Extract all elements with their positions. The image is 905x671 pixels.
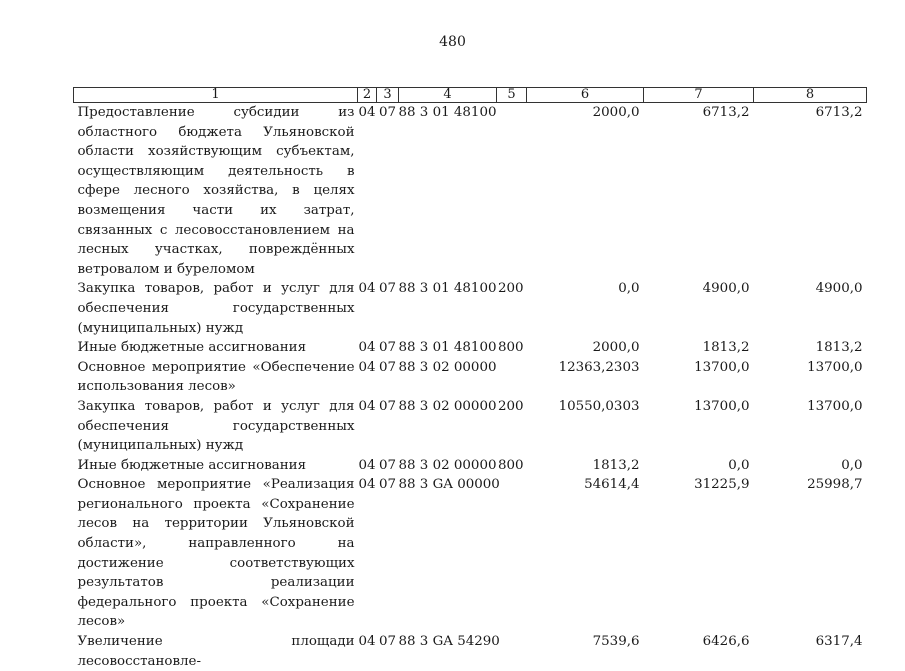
row-subsection-code: 07 bbox=[377, 632, 399, 671]
row-section-code: 04 bbox=[358, 456, 377, 476]
row-amount-col-6: 7539,6 bbox=[527, 632, 644, 671]
row-amount-col-8: 6317,4 bbox=[754, 632, 867, 671]
table-header-row bbox=[74, 88, 867, 103]
row-amount-col-8: 4900,0 bbox=[754, 279, 867, 338]
row-target-article: 88 3 02 00000 bbox=[399, 456, 497, 476]
row-target-article: 88 3 GA 00000 bbox=[399, 475, 497, 632]
row-amount-col-8: 0,0 bbox=[754, 456, 867, 476]
row-name: Иные бюджетные ассигнования bbox=[74, 338, 358, 358]
budget-table bbox=[73, 87, 867, 671]
row-expense-type bbox=[497, 358, 527, 397]
row-name: Основное мероприятие «Реализация регионального проекта «Сохранение лесов на территории Ульяновской области», направленного на достижение соответствующих результатов реализации федерального проекта «Сохранение лесов» bbox=[74, 475, 358, 632]
header-col-8: 8 bbox=[754, 88, 867, 103]
header-col-5: 5 bbox=[497, 88, 527, 103]
row-amount-col-8: 1813,2 bbox=[754, 338, 867, 358]
page-number: 480 bbox=[0, 34, 905, 50]
row-section-code: 04 bbox=[358, 632, 377, 671]
row-amount-col-7: 1813,2 bbox=[644, 338, 754, 358]
table-row bbox=[74, 279, 867, 338]
table-body bbox=[74, 103, 867, 671]
row-expense-type: 200 bbox=[497, 279, 527, 338]
row-amount-col-6: 54614,4 bbox=[527, 475, 644, 632]
row-subsection-code: 07 bbox=[377, 103, 399, 280]
row-section-code: 04 bbox=[358, 103, 377, 280]
row-amount-col-8: 13700,0 bbox=[754, 397, 867, 456]
row-amount-col-7: 13700,0 bbox=[644, 358, 754, 397]
row-section-code: 04 bbox=[358, 475, 377, 632]
table-row bbox=[74, 338, 867, 358]
table-row bbox=[74, 358, 867, 397]
table-row bbox=[74, 397, 867, 456]
row-amount-col-7: 0,0 bbox=[644, 456, 754, 476]
row-name: Основное мероприятие «Обеспечение использования лесов» bbox=[74, 358, 358, 397]
row-amount-col-6: 1813,2 bbox=[527, 456, 644, 476]
row-amount-col-7: 31225,9 bbox=[644, 475, 754, 632]
row-amount-col-8: 13700,0 bbox=[754, 358, 867, 397]
row-expense-type bbox=[497, 475, 527, 632]
row-amount-col-8: 6713,2 bbox=[754, 103, 867, 280]
row-name: Увеличение площади лесовосстановле- bbox=[74, 632, 358, 671]
row-section-code: 04 bbox=[358, 397, 377, 456]
row-amount-col-6: 0,0 bbox=[527, 279, 644, 338]
header-col-7: 7 bbox=[644, 88, 754, 103]
row-expense-type: 800 bbox=[497, 338, 527, 358]
row-subsection-code: 07 bbox=[377, 338, 399, 358]
row-name: Закупка товаров, работ и услуг для обеспечения государственных (муниципальных) нужд bbox=[74, 397, 358, 456]
row-subsection-code: 07 bbox=[377, 397, 399, 456]
header-col-4: 4 bbox=[399, 88, 497, 103]
row-name: Иные бюджетные ассигнования bbox=[74, 456, 358, 476]
row-expense-type: 200 bbox=[497, 397, 527, 456]
row-name: Закупка товаров, работ и услуг для обеспечения государственных (муниципальных) нужд bbox=[74, 279, 358, 338]
row-amount-col-6: 2000,0 bbox=[527, 338, 644, 358]
row-target-article: 88 3 01 48100 bbox=[399, 338, 497, 358]
row-section-code: 04 bbox=[358, 338, 377, 358]
row-amount-col-8: 25998,7 bbox=[754, 475, 867, 632]
row-target-article: 88 3 GA 54290 bbox=[399, 632, 497, 671]
header-col-6: 6 bbox=[527, 88, 644, 103]
row-name: Предоставление субсидии из областного бюджета Ульяновской области хозяйствующим субъектам, осуществляющим деятельность в сфере лесного хозяйства, в целях возмещения части их затрат, связанных с лесовосстановлением на лесных участках, повреждённых ветровалом и буреломом bbox=[74, 103, 358, 280]
table-row bbox=[74, 103, 867, 280]
table-row bbox=[74, 456, 867, 476]
row-target-article: 88 3 01 48100 bbox=[399, 279, 497, 338]
row-expense-type bbox=[497, 103, 527, 280]
row-amount-col-7: 6713,2 bbox=[644, 103, 754, 280]
row-amount-col-7: 6426,6 bbox=[644, 632, 754, 671]
row-subsection-code: 07 bbox=[377, 456, 399, 476]
row-expense-type: 800 bbox=[497, 456, 527, 476]
row-section-code: 04 bbox=[358, 279, 377, 338]
row-amount-col-6: 2000,0 bbox=[527, 103, 644, 280]
row-target-article: 88 3 02 00000 bbox=[399, 397, 497, 456]
header-col-2: 2 bbox=[358, 88, 377, 103]
header-col-3: 3 bbox=[377, 88, 399, 103]
row-target-article: 88 3 02 00000 bbox=[399, 358, 497, 397]
row-subsection-code: 07 bbox=[377, 475, 399, 632]
table-row bbox=[74, 632, 867, 671]
row-amount-col-7: 13700,0 bbox=[644, 397, 754, 456]
table-row bbox=[74, 475, 867, 632]
row-amount-col-6: 12363,2303 bbox=[527, 358, 644, 397]
row-section-code: 04 bbox=[358, 358, 377, 397]
header-col-1: 1 bbox=[74, 88, 358, 103]
row-expense-type bbox=[497, 632, 527, 671]
row-target-article: 88 3 01 48100 bbox=[399, 103, 497, 280]
row-amount-col-6: 10550,0303 bbox=[527, 397, 644, 456]
row-subsection-code: 07 bbox=[377, 358, 399, 397]
row-amount-col-7: 4900,0 bbox=[644, 279, 754, 338]
row-subsection-code: 07 bbox=[377, 279, 399, 338]
